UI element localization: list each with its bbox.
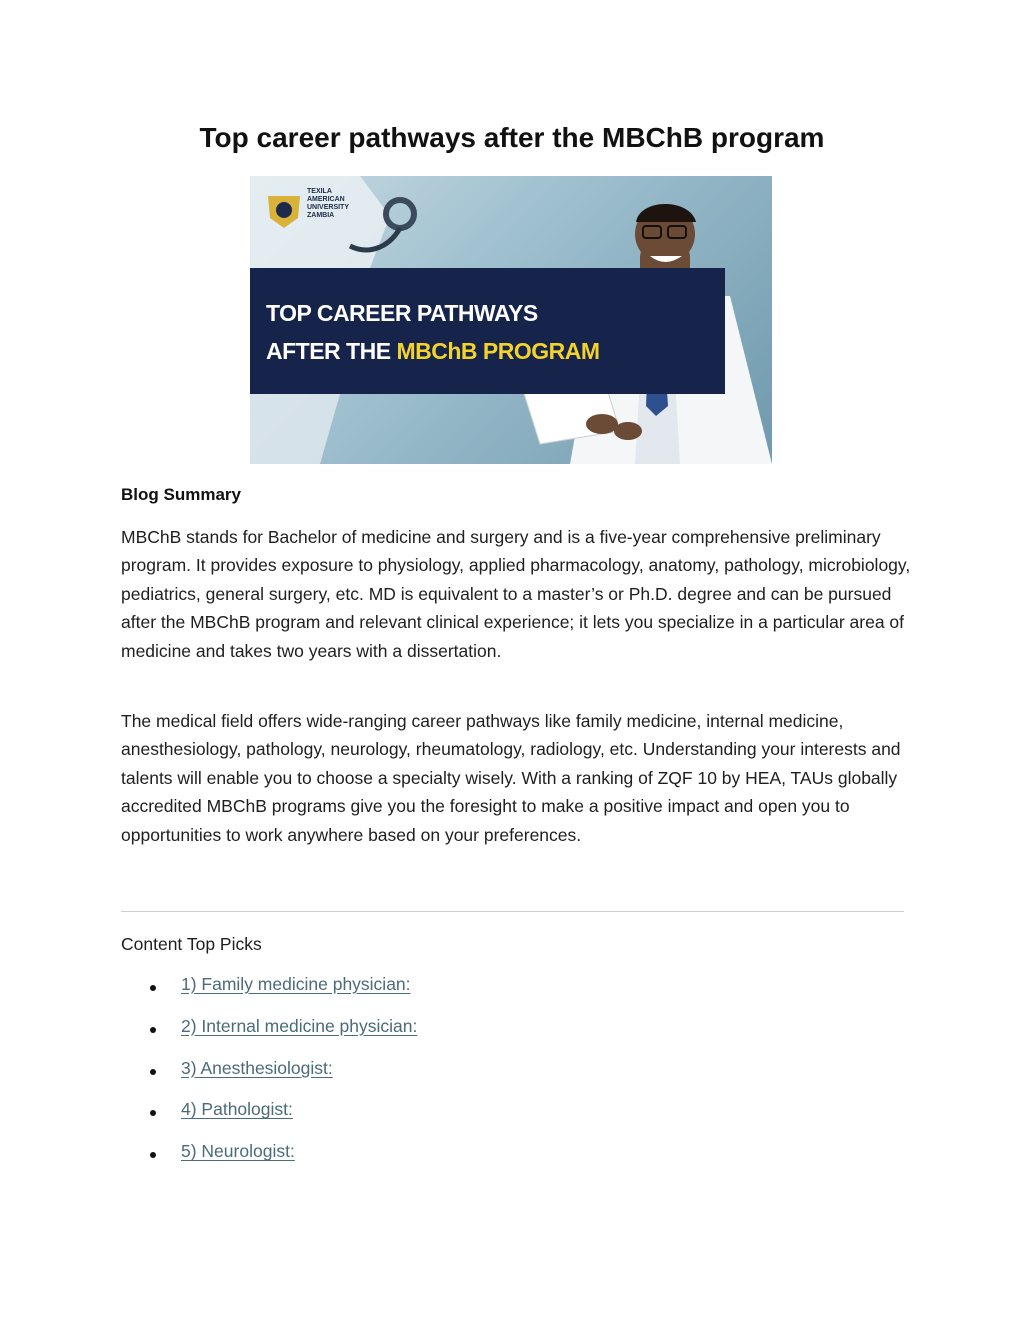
hero-headline-prefix: AFTER THE [266,338,397,364]
list-item [150,1058,417,1100]
bullet-icon [150,1152,156,1158]
summary-paragraph-1: MBChB stands for Bachelor of medicine and surgery and is a five-year comprehensive preliminary program. It provides exposure to physiology, applied pharmacology, anatomy, pathology, microbiology, pediatrics, general surgery, etc. MD is equivalent to a master’s or Ph.D. degree and can be pursued after the MBChB program and relevant clinical experience; it lets you specialize in a particular area of medicine and takes two years with a dissertation. [121,527,911,661]
content-top-picks-heading: Content Top Picks [121,934,262,954]
hero-headline-line1: TOP CAREER PATHWAYS [266,300,538,326]
hero-headline-accent: MBChB PROGRAM [396,338,600,364]
list-item [150,1099,417,1141]
hero-image [250,176,772,464]
hero-headline-line2 [266,338,600,365]
toc-link-pathologist[interactable]: 4) Pathologist: [181,1099,293,1120]
blog-summary-heading: Blog Summary [121,485,241,504]
toc-link-neurologist[interactable]: 5) Neurologist: [181,1141,295,1162]
bullet-icon [150,985,156,991]
list-item [150,974,417,1016]
list-item [150,1141,417,1183]
bullet-icon [150,1110,156,1116]
list-item [150,1016,417,1058]
hero-banner [250,268,725,394]
section-divider [121,911,904,912]
bullet-icon [150,1069,156,1075]
hero-logo-text: TEXILA AMERICAN UNIVERSITY ZAMBIA [307,188,349,219]
summary-paragraph-2: The medical field offers wide-ranging career pathways like family medicine, internal medicine, anesthesiology, pathology, neurology, rheumatology, radiology, etc. Understanding your interests and talents will enable you to choose a specialty wisely. With a ranking of ZQF 10 by HEA, TAUs globally accredited MBChB programs give you the foresight to make a positive impact and open you to opportunities to work anywhere based on your preferences. [121,711,901,845]
toc-link-anesthesiologist[interactable]: 3) Anesthesiologist: [181,1057,333,1078]
toc-link-internal-medicine[interactable]: 2) Internal medicine physician: [181,1015,418,1036]
page-title: Top career pathways after the MBChB program [199,122,825,153]
bullet-icon [150,1027,156,1033]
toc-link-family-medicine[interactable]: 1) Family medicine physician: [181,974,411,994]
stethoscope-icon [386,200,414,228]
content-top-picks-list [150,974,417,1183]
